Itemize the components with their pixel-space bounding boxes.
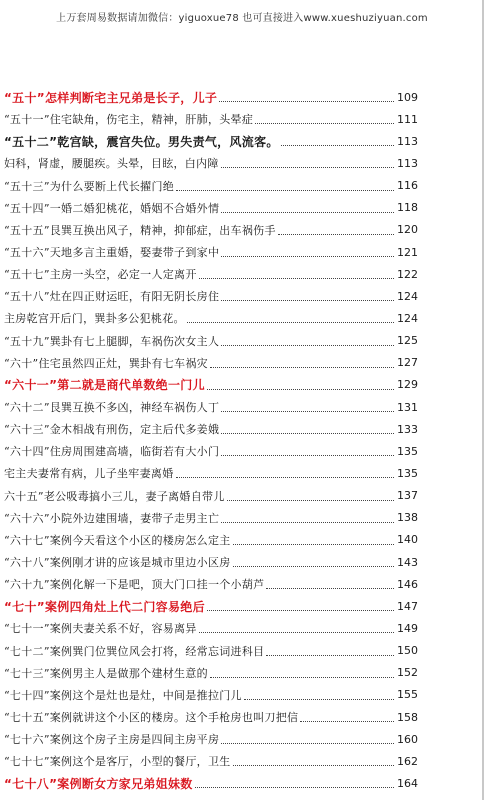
toc-page-number: 164 [397,776,418,790]
toc-page-number: 124 [397,289,418,303]
toc-page-number: 124 [397,311,418,325]
toc-page-number: 143 [397,555,418,569]
toc-entry[interactable] [4,617,418,639]
toc-page-number: 118 [397,201,418,215]
toc-dot-leader [221,432,394,434]
toc-entry-title: “七十二”案例巽门位巽位风会打将，经常忘词进科目 [4,644,265,658]
toc-page-number: 125 [397,334,418,348]
toc-page-number: 149 [397,621,418,635]
toc-dot-leader [221,299,394,301]
toc-entry[interactable] [4,374,418,396]
toc-entry-title: “六十八”案例刚才讲的应该是城市里边小区房 [4,556,231,570]
toc-dot-leader [278,233,394,235]
toc-entry-title: “七十五”案例就讲这个小区的楼房。这个手枪房也叫刀把信 [4,711,299,724]
toc-entry[interactable] [4,352,418,374]
toc-page-number: 133 [397,422,418,436]
toc-dot-leader [281,144,394,146]
toc-entry[interactable] [4,507,418,529]
toc-entry[interactable] [4,706,418,728]
toc-dot-leader [221,742,394,744]
toc-page-number: 138 [397,511,418,525]
toc-entry[interactable] [4,197,418,219]
toc-entry-title: “五十二”乾宫缺，震宫失位。男失责气，风流客。 [4,134,279,149]
toc-dot-leader [255,122,394,124]
toc-entry-title: “五十五”艮巽互换出风子，精神，抑郁症，出车祸伤手 [4,223,276,237]
toc-entry-title: 宅主夫妻常有病，儿子坐牢妻离婚 [4,467,174,481]
toc-page-number: 120 [397,223,418,237]
toc-entry[interactable] [4,396,418,418]
toc-entry[interactable] [4,285,418,307]
toc-dot-leader [221,255,394,257]
toc-entry-title: “五十八”灶在四正财运旺，有阳无阴长房住 [4,290,220,304]
table-of-contents [4,86,418,795]
toc-dot-leader [199,631,394,633]
toc-entry-title: 主房乾宫开后门，巽卦多公犯桃花。 [4,312,185,326]
toc-page-number: 121 [397,245,418,259]
toc-entry[interactable] [4,108,418,130]
toc-page-number: 162 [397,754,418,768]
toc-entry-title: “五十七”主房一头空，必定一人定离开 [4,268,197,282]
toc-entry[interactable] [4,462,418,484]
toc-entry[interactable] [4,307,418,329]
toc-entry[interactable] [4,662,418,684]
toc-dot-leader [210,366,394,368]
toc-entry-title: “五十六”天地多言主重婚，娶妻带子到家中 [4,246,220,260]
toc-entry-title: “六十六”小院外边建围墙，妻带子走男主亡 [4,511,220,525]
toc-dot-leader [221,166,394,168]
toc-entry[interactable] [4,728,418,750]
toc-entry-title: “五十三”为什么要断上代长擢门绝 [4,179,175,193]
toc-dot-leader [176,189,394,191]
toc-entry-title: 妇科，肾虚，腰腿疾。头晕，目眩，白内障 [4,157,219,171]
toc-entry[interactable] [4,130,418,152]
toc-dot-leader [219,100,394,102]
toc-dot-leader [176,476,395,478]
toc-dot-leader [233,764,394,766]
toc-entry[interactable] [4,263,418,285]
toc-dot-leader [266,654,394,656]
toc-entry-title: “七十四”案例这个是灶也是灶，中间是推拉门儿 [4,688,242,702]
toc-entry[interactable] [4,440,418,462]
toc-entry[interactable] [4,485,418,507]
toc-dot-leader [210,676,394,678]
toc-entry[interactable] [4,241,418,263]
toc-dot-leader [300,720,394,722]
toc-entry[interactable] [4,684,418,706]
toc-dot-leader [221,454,394,456]
toc-entry-title: 六十五”老公吸毒搞小三儿，妻子离婚自带儿 [4,489,225,503]
toc-dot-leader [221,344,394,346]
toc-page-number: 127 [397,356,418,370]
toc-entry[interactable] [4,573,418,595]
toc-entry[interactable] [4,750,418,772]
toc-dot-leader [221,521,394,523]
toc-page-number: 137 [397,489,418,503]
toc-page-number: 131 [397,400,418,414]
toc-entry[interactable] [4,640,418,662]
toc-entry-title: “六十”住宅虽然四正灶，巽卦有七车祸灾 [4,356,208,370]
toc-dot-leader [244,698,394,700]
toc-entry[interactable] [4,152,418,174]
toc-entry[interactable] [4,772,418,794]
toc-entry-title: “六十三”金木相战有刑伤，定主后代多姜娥 [4,423,220,437]
toc-page-number: 147 [397,599,418,613]
toc-page-number: 152 [397,666,418,680]
toc-entry[interactable] [4,595,418,617]
toc-page-number: 158 [397,710,418,724]
toc-page-number: 122 [397,267,418,281]
toc-page-number: 116 [397,179,418,193]
toc-page-number: 109 [397,90,418,104]
toc-page-number: 113 [397,134,418,148]
toc-entry-title: “五十一”住宅缺角，伤宅主，精神，肝肺，头晕症 [4,113,254,127]
toc-page-number: 135 [397,444,418,458]
toc-dot-leader [233,565,394,567]
toc-entry[interactable] [4,175,418,197]
toc-page-number: 160 [397,732,418,746]
toc-entry[interactable] [4,418,418,440]
toc-entry-title: “七十六”案例这个房子主房是四间主房平房 [4,733,220,747]
toc-entry-title: “六十九”案例化解一下是吧，顶大门口挂一个小葫芦 [4,578,265,592]
toc-entry[interactable] [4,529,418,551]
toc-page-number: 150 [397,644,418,658]
toc-entry[interactable] [4,551,418,573]
toc-dot-leader [207,388,394,390]
toc-dot-leader [221,410,394,412]
toc-dot-leader [199,277,394,279]
toc-page-number: 155 [397,688,418,702]
toc-entry-title: “六十一”第二就是商代单数绝一门儿 [4,378,205,393]
toc-entry-title: “五十”怎样判断宅主兄弟是长子，儿子 [4,90,218,105]
toc-page-number: 111 [397,112,418,126]
toc-dot-leader [187,321,394,323]
toc-dot-leader [227,499,394,501]
toc-entry-title: “六十二”艮巽互换不多凶，神经车祸伤人丁 [4,401,220,415]
toc-entry[interactable] [4,86,418,108]
toc-dot-leader [221,211,394,213]
toc-entry-title: “七十”案例四角灶上代二门容易绝后 [4,599,205,614]
toc-page-number: 113 [397,156,418,170]
toc-entry-title: “六十四”住房周围建高墙，临街若有大小门 [4,445,220,459]
toc-entry-title: “五十四”一婚二婚犯桃花，婚姻不合婚外情 [4,201,220,215]
toc-entry-title: “七十三”案例男主人是做那个建材生意的 [4,666,208,680]
toc-entry-title: “六十七”案例今天看这个小区的楼房怎么定主 [4,533,231,547]
toc-dot-leader [207,609,394,611]
toc-entry-title: “七十七”案例这个是客厅，小型的餐厅，卫生 [4,755,231,769]
toc-entry[interactable] [4,219,418,241]
toc-dot-leader [233,543,394,545]
toc-dot-leader [195,786,394,788]
toc-entry-title: “五十九”巽卦有七上腿脚，车祸伤次女主人 [4,334,220,348]
toc-entry[interactable] [4,330,418,352]
toc-dot-leader [266,587,394,589]
page-header: 上万套周易数据请加微信：yiguoxue78 也可直接进入www.xueshuziyuan.com [56,13,428,24]
toc-entry-title: “七十一”案例夫妻关系不好，容易离异 [4,622,197,636]
toc-entry-title: “七十八”案例断女方家兄弟姐妹数 [4,776,193,791]
toc-page-number: 140 [397,533,418,547]
toc-page-number: 129 [397,378,418,392]
toc-page-number: 135 [397,466,418,480]
toc-page-number: 146 [397,577,418,591]
